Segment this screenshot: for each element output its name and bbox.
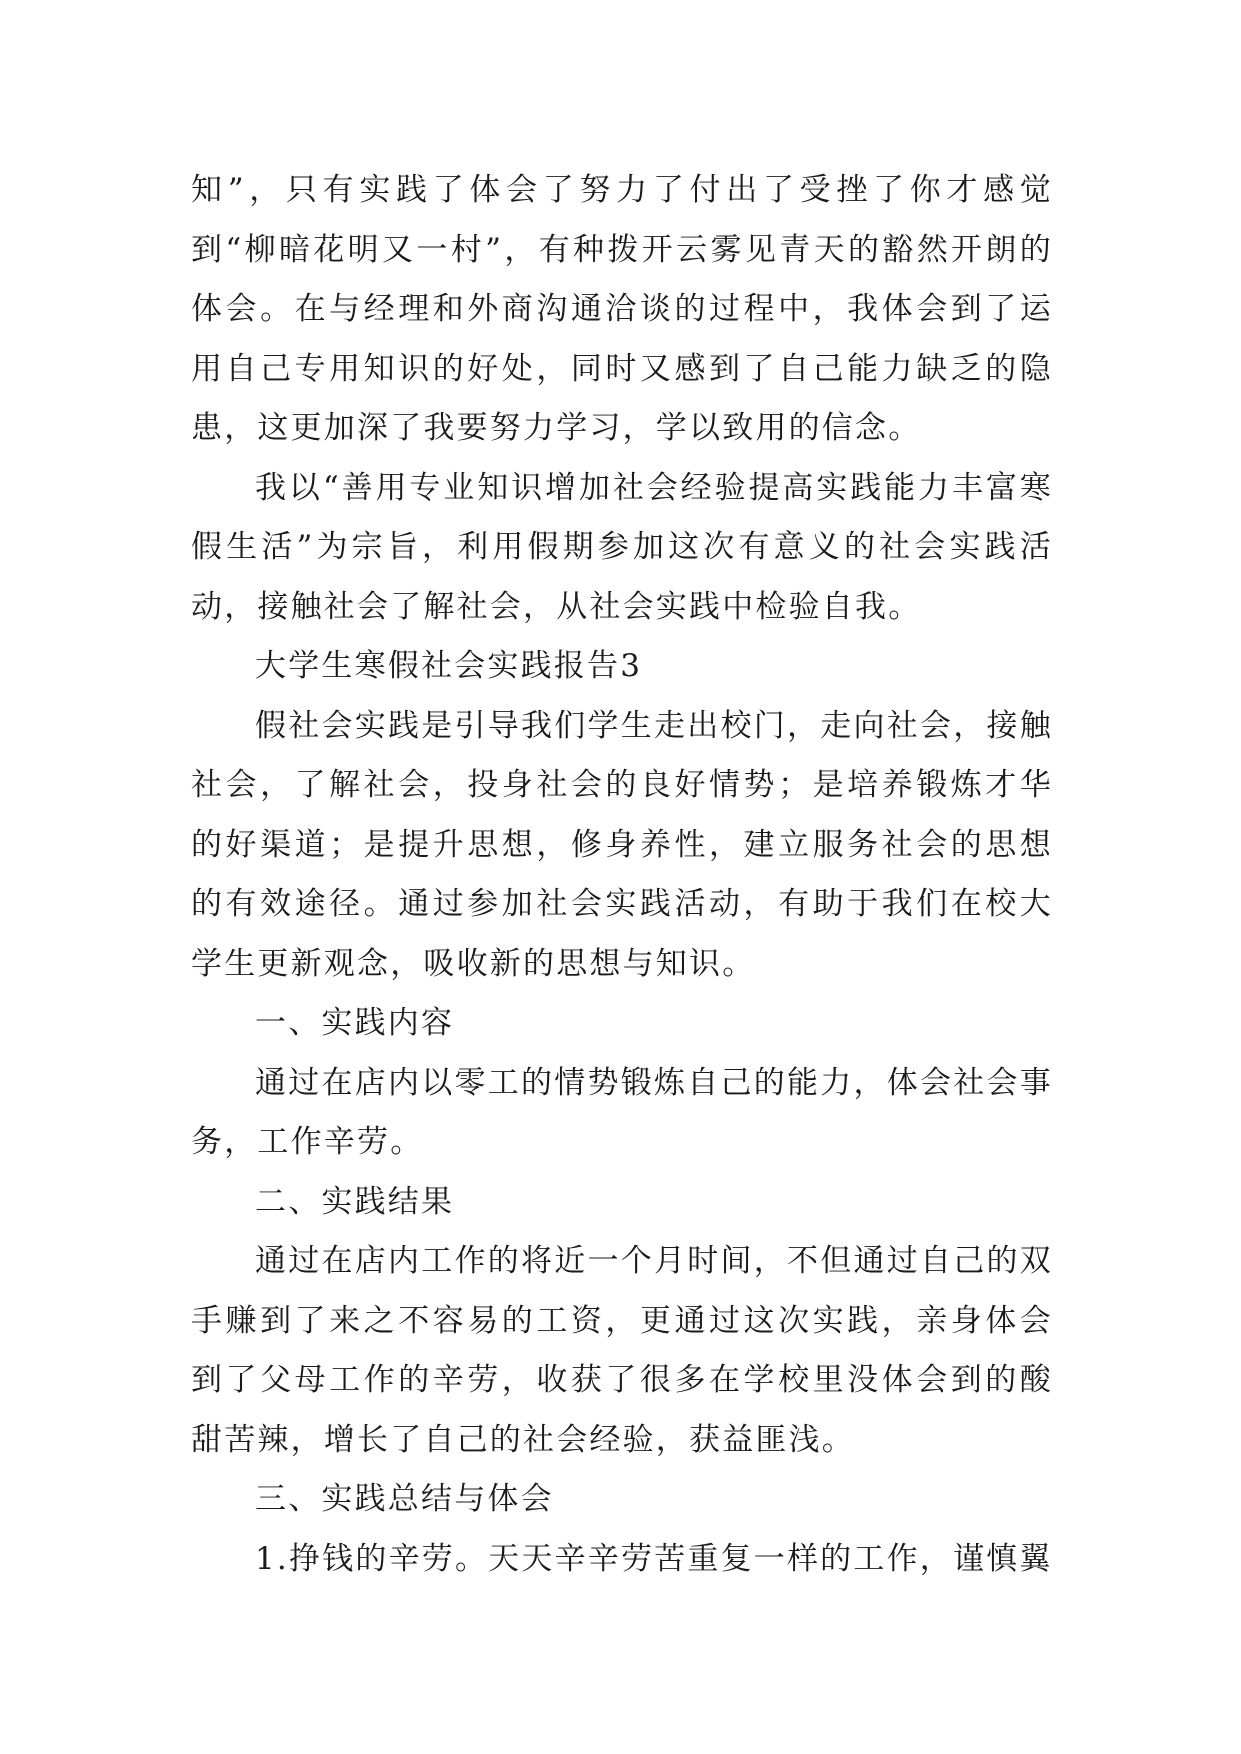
paragraph: 1.挣钱的辛劳。天天辛辛劳苦重复一样的工作，谨慎翼 (255, 1540, 1053, 1577)
paragraph: 假社会实践是引导我们学生走出校门，走向社会，接触社会，了解社会，投身社会的良好情势；是培养锻炼才华的好渠道；是提升思想，修身养性，建立服务社会的思想的有效途径。通过参加社会实践活动，有助于我们在校大学生更新观念，吸收新的思想与知识。 (191, 707, 1053, 982)
section-heading: 二、实践结果 (255, 1183, 455, 1220)
paragraph: 知”，只有实践了体会了努力了付出了受挫了你才感觉到“柳暗花明又一村”，有种拨开云雾见青天的豁然开朗的体会。在与经理和外商沟通洽谈的过程中，我体会到了运用自己专用知识的好处，同时又感到了自己能力缺乏的隐患，这更加深了我要努力学习，学以致用的信念。 (191, 172, 1053, 446)
paragraph: 我以“善用专业知识增加社会经验提高实践能力丰富寒假生活”为宗旨，利用假期参加这次有意义的社会实践活动，接触社会了解社会，从社会实践中检验自我。 (191, 469, 1053, 625)
section-heading: 三、实践总结与体会 (255, 1481, 554, 1517)
paragraph: 通过在店内工作的将近一个月时间，不但通过自己的双手赚到了来之不容易的工资，更通过这次实践，亲身体会到了父母工作的辛劳，收获了很多在学校里没体会到的酸甜苦辣，增长了自己的社会经验，获益匪浅。 (191, 1243, 1053, 1458)
document-body (191, 161, 1053, 1589)
section-heading: 大学生寒假社会实践报告3 (255, 648, 643, 684)
paragraph: 通过在店内以零工的情势锻炼自己的能力，体会社会事务，工作辛劳。 (191, 1064, 1053, 1160)
section-heading: 一、实践内容 (255, 1005, 455, 1041)
